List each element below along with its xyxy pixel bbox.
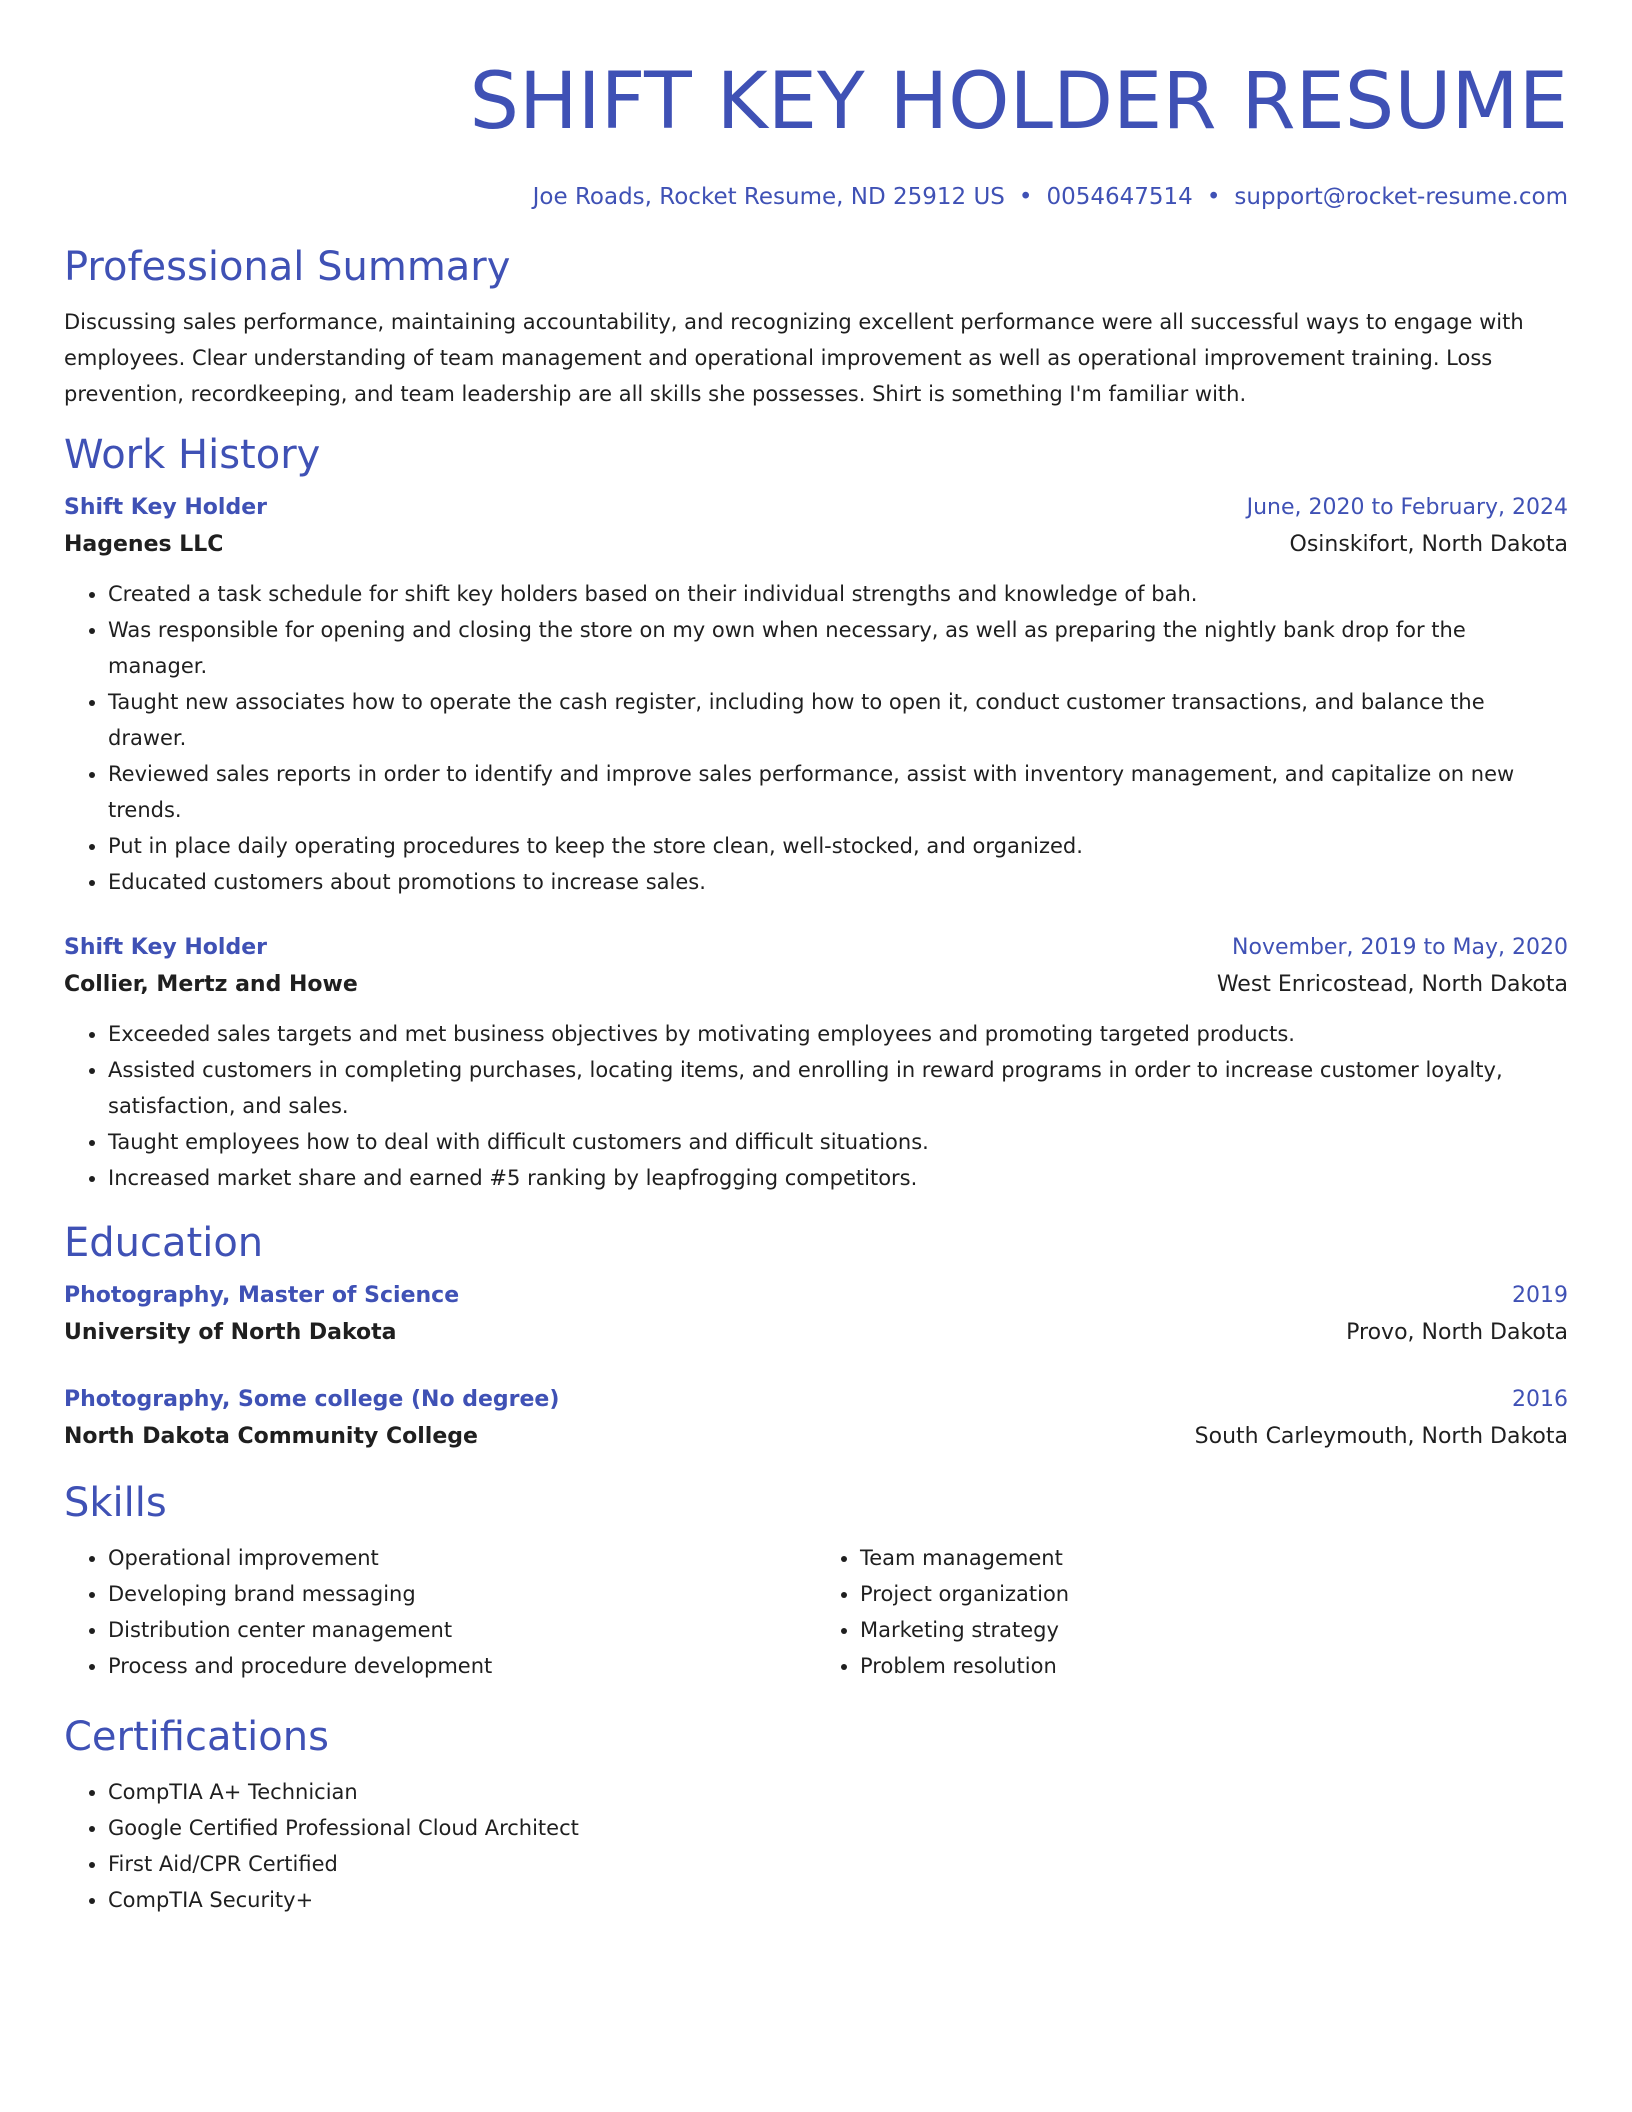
- contact-line: [64, 182, 1568, 212]
- list-item: • Assisted customers in completing purchases, locating items, and enrolling in reward programs in order to increase customer loyalty, satisfaction, and sales.: [108, 1052, 1568, 1124]
- education-degree-row: [64, 1382, 1568, 1418]
- skills-heading: Skills: [64, 1480, 167, 1526]
- list-item: • Increased market share and earned #5 ranking by leapfrogging competitors.: [108, 1160, 1568, 1196]
- list-item: • Taught new associates how to operate the cash register, including how to open it, conduct customer transactions, and balance the drawer.: [108, 684, 1568, 756]
- education-entry: [64, 1278, 1568, 1352]
- list-item: • Google Certified Professional Cloud Architect: [108, 1810, 1568, 1846]
- education-location: Provo, North Dakota: [1346, 1320, 1568, 1345]
- job-dates: November, 2019 to May, 2020: [1232, 935, 1568, 960]
- education-heading: Education: [64, 1220, 264, 1266]
- job-title-row: [64, 490, 1568, 526]
- education-degree-row: [64, 1278, 1568, 1314]
- list-item: • Reviewed sales reports in order to identify and improve sales performance, assist with inventory management, and capitalize on new trends.: [108, 756, 1568, 828]
- list-item: • Distribution center management: [108, 1612, 816, 1648]
- certifications-section: [64, 1712, 1568, 1918]
- list-item: • Operational improvement: [108, 1540, 816, 1576]
- list-item: • Marketing strategy: [860, 1612, 1568, 1648]
- list-item: • Created a task schedule for shift key holders based on their individual strengths and knowledge of bah.: [108, 576, 1568, 612]
- education-school: North Dakota Community College: [64, 1424, 478, 1449]
- list-item: • Educated customers about promotions to increase sales.: [108, 864, 1568, 900]
- job-employer-row: [64, 526, 1568, 564]
- list-item: • Put in place daily operating procedures to keep the store clean, well-stocked, and organized.: [108, 828, 1568, 864]
- list-item: • Team management: [860, 1540, 1568, 1576]
- job-title-row: [64, 930, 1568, 966]
- job-bullets: [64, 576, 1568, 900]
- skills-column-left: [64, 1540, 816, 1684]
- list-item: • Developing brand messaging: [108, 1576, 816, 1612]
- resume-header: [64, 52, 1568, 212]
- education-degree: Photography, Some college (No degree): [64, 1387, 560, 1412]
- contact-separator: •: [1206, 184, 1221, 210]
- list-item: • Problem resolution: [860, 1648, 1568, 1684]
- resume-title: SHIFT KEY HOLDER RESUME: [469, 57, 1568, 147]
- list-item: • Was responsible for opening and closing the store on my own when necessary, as well as preparing the nightly bank drop for the manager.: [108, 612, 1568, 684]
- list-item: • Process and procedure development: [108, 1648, 816, 1684]
- skills-column-right: [816, 1540, 1568, 1684]
- job-title: Shift Key Holder: [64, 495, 267, 520]
- work-history-section: [64, 430, 1568, 1196]
- list-item: • Taught employees how to deal with difficult customers and difficult situations.: [108, 1124, 1568, 1160]
- work-history-heading: Work History: [64, 432, 321, 478]
- education-school: University of North Dakota: [64, 1320, 397, 1345]
- skills-grid: [64, 1540, 1568, 1684]
- job-location: Osinskifort, North Dakota: [1289, 532, 1568, 557]
- contact-address: Joe Roads, Rocket Resume, ND 25912 US: [532, 184, 1005, 210]
- job-entry: [64, 490, 1568, 900]
- list-item: • Exceeded sales targets and met business objectives by motivating employees and promoting targeted products.: [108, 1016, 1568, 1052]
- list-item: • CompTIA Security+: [108, 1882, 1568, 1918]
- education-year: 2016: [1512, 1387, 1568, 1412]
- education-school-row: [64, 1418, 1568, 1456]
- job-entry: [64, 930, 1568, 1196]
- contact-separator: •: [1018, 184, 1033, 210]
- skills-section: [64, 1478, 1568, 1684]
- job-bullets: [64, 1016, 1568, 1196]
- list-item: • First Aid/CPR Certified: [108, 1846, 1568, 1882]
- certifications-heading: Certifications: [64, 1714, 329, 1760]
- list-item: • Project organization: [860, 1576, 1568, 1612]
- education-section: [64, 1218, 1568, 1456]
- education-degree: Photography, Master of Science: [64, 1283, 460, 1308]
- education-year: 2019: [1512, 1283, 1568, 1308]
- contact-email: support@rocket-resume.com: [1234, 184, 1568, 210]
- job-employer: Collier, Mertz and Howe: [64, 972, 358, 997]
- list-item: • CompTIA A+ Technician: [108, 1774, 1568, 1810]
- education-location: South Carleymouth, North Dakota: [1194, 1424, 1568, 1449]
- job-employer: Hagenes LLC: [64, 532, 224, 557]
- job-title: Shift Key Holder: [64, 935, 267, 960]
- job-employer-row: [64, 966, 1568, 1004]
- education-school-row: [64, 1314, 1568, 1352]
- summary-heading: Professional Summary: [64, 244, 511, 290]
- contact-phone: 0054647514: [1046, 184, 1193, 210]
- education-entry: [64, 1382, 1568, 1456]
- summary-text: Discussing sales performance, maintaining accountability, and recognizing excellent performance were all successful ways to engage with employees. Clear understanding of team management and operational improvement as well as operational improvement training. Loss prevention, recordkeeping, and team leadership are all skills she possesses. Shirt is something I'm familiar with.: [64, 310, 1524, 406]
- job-location: West Enricostead, North Dakota: [1216, 972, 1568, 997]
- certifications-list: [64, 1774, 1568, 1918]
- job-dates: June, 2020 to February, 2024: [1246, 495, 1568, 520]
- summary-section: [64, 242, 1568, 412]
